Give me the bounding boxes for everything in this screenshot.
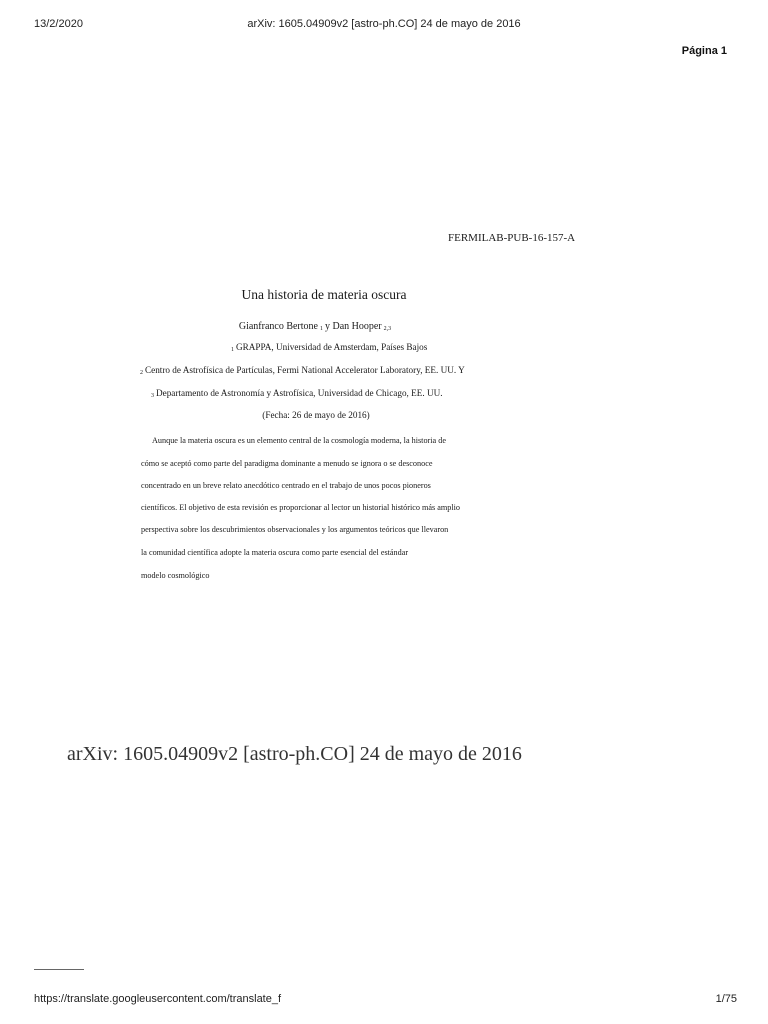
arxiv-stamp: arXiv: 1605.04909v2 [astro-ph.CO] 24 de mayo de 2016 [67, 743, 522, 765]
report-number: FERMILAB-PUB-16-157-A [448, 232, 576, 244]
abstract-line-6: la comunidad científica adopte la materia oscura como parte esencial del estándar [141, 548, 409, 557]
print-header-title: arXiv: 1605.04909v2 [astro-ph.CO] 24 de mayo de 2016 [247, 18, 521, 30]
author-first-mark: 1 [319, 326, 323, 332]
print-date: 13/2/2020 [34, 18, 83, 30]
author-second: y Dan Hooper [324, 321, 382, 332]
abstract-line-2: cómo se aceptó como parte del paradigma dominante a menudo se ignora o se desconoce [141, 459, 433, 468]
affiliation-1-text: GRAPPA, Universidad de Amsterdam, Países Bajos [236, 342, 428, 352]
abstract-line-7: modelo cosmológico [141, 571, 210, 580]
page-label: Página 1 [681, 45, 727, 57]
affiliation-1-mark: 1 [231, 347, 234, 353]
affiliation-2-mark: 2 [140, 370, 143, 376]
abstract-line-3: concentrado en un breve relato anecdótico centrado en el trabajo de unos pocos pioneros [141, 481, 431, 490]
footnote-rule [34, 969, 84, 970]
affiliation-3-text: Departamento de Astronomía y Astrofísica, Universidad de Chicago, EE. UU. [156, 388, 443, 398]
affiliation-3-mark: 3 [151, 393, 154, 399]
author-line [0, 321, 632, 332]
affiliation-2-text: Centro de Astrofísica de Partículas, Fermi National Accelerator Laboratory, EE. UU. Y [145, 365, 465, 375]
affiliation-2 [138, 365, 465, 376]
author-second-mark: 2,3 [383, 326, 392, 332]
print-footer-url: https://translate.googleusercontent.com/translate_f [34, 993, 282, 1005]
abstract-line-5: perspectiva sobre los descubrimientos observacionales y los argumentos teóricos que llevaron [141, 525, 449, 534]
abstract-line-1: Aunque la materia oscura es un elemento central de la cosmología moderna, la historia de [152, 436, 446, 445]
author-first: Gianfranco Bertone [238, 321, 318, 332]
paper-date: (Fecha: 26 de mayo de 2016) [262, 410, 370, 420]
print-page-count: 1/75 [715, 993, 737, 1005]
paper-title: Una historia de materia oscura [241, 287, 407, 302]
affiliation-1 [229, 342, 427, 353]
affiliation-3 [149, 388, 443, 399]
abstract-line-4: científicos. El objetivo de esta revisión es proporcionar al lector un historial histórico más amplio [141, 503, 461, 512]
